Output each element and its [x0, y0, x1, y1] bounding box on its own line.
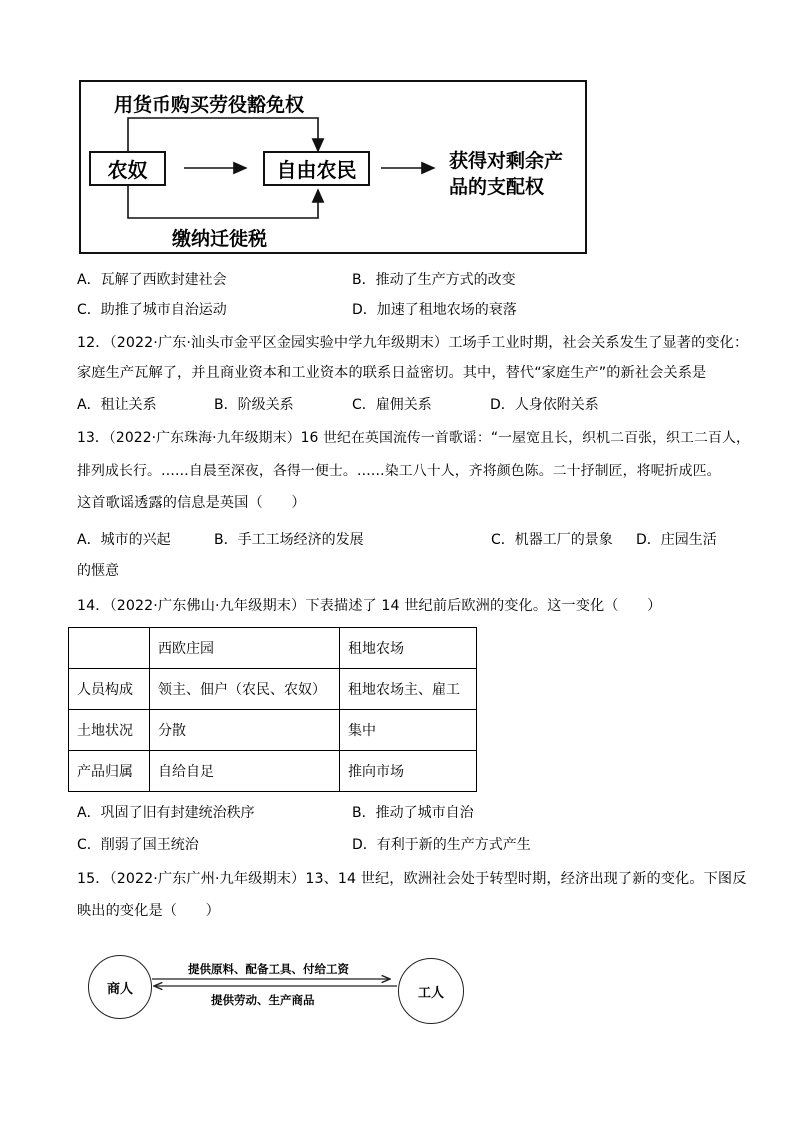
- q14-stem: 14．（2022·广东佛山·九年级期末）下表描述了 14 世纪前后欧洲的变化。这一变化（ ）: [77, 598, 662, 614]
- q11-option-c[interactable]: C．助推了城市自治运动: [77, 302, 227, 318]
- q15-stem-line2: 映出的变化是（ ）: [77, 903, 220, 919]
- merchant-circle: [88, 955, 152, 1019]
- q12-option-b[interactable]: B．阶级关系: [214, 397, 294, 413]
- q12-stem-line2: 家庭生产瓦解了，并且商业资本和工业资本的联系日益密切。其中，替代“家庭生产”的新社会关系是: [77, 365, 707, 381]
- table-cell: 推向市场: [340, 751, 477, 792]
- q11-option-b[interactable]: B．推动了生产方式的改变: [352, 272, 516, 288]
- q13-option-d-wrap: 的惬意: [77, 563, 119, 579]
- merchant-worker-diagram: [88, 952, 468, 1032]
- result-text-line1: 获得对剩余产: [449, 150, 564, 172]
- worker-circle: [398, 958, 464, 1024]
- table-cell: 产品归属: [69, 751, 150, 792]
- q11-option-d[interactable]: D．加速了租地农场的衰落: [352, 302, 517, 318]
- worker-label: 工人: [417, 985, 444, 1001]
- q12-option-c[interactable]: C．雇佣关系: [352, 397, 432, 413]
- bottom-arrow-label: 缴纳迁徙税: [172, 228, 268, 250]
- table-cell: 西欧庄园: [150, 628, 340, 669]
- table-header-row: [69, 628, 477, 669]
- q14-option-c[interactable]: C．削弱了国王统治: [77, 837, 199, 853]
- table-cell: 分散: [150, 710, 340, 751]
- q13-option-b[interactable]: B．手工工场经济的发展: [214, 532, 364, 548]
- table-cell: 人员构成: [69, 669, 150, 710]
- q13-stem-line3: 这首歌谣透露的信息是英国（ ）: [77, 495, 306, 511]
- merchant-label: 商人: [106, 981, 133, 997]
- table-cell: 租地农场主、雇工: [340, 669, 477, 710]
- table-cell: [69, 628, 150, 669]
- result-text-line2: 品的支配权: [449, 176, 545, 198]
- table-cell: 土地状况: [69, 710, 150, 751]
- q14-option-b[interactable]: B．推动了城市自治: [352, 805, 474, 821]
- q13-option-a[interactable]: A．城市的兴起: [77, 532, 171, 548]
- q12-option-d[interactable]: D．人身依附关系: [490, 397, 599, 413]
- top-arrow-label: 用货币购买劳役豁免权: [114, 94, 305, 116]
- table-row: [69, 669, 477, 710]
- q13-stem-line2: 排列成长行。……自晨至深夜，各得一便士。……染工八十人，齐将颜色陈。二十抒制匠，将呢折成匹。: [77, 463, 721, 479]
- table-cell: 自给自足: [150, 751, 340, 792]
- table-cell: 领主、佃户（农民、农奴）: [150, 669, 340, 710]
- bottom-arrow-label: 提供劳动、生产商品: [211, 993, 315, 1007]
- serf-box: [89, 151, 166, 186]
- table-row: [69, 751, 477, 792]
- q15-stem-line1: 15．（2022·广东广州·九年级期末）13、14 世纪，欧洲社会处于转型时期，经济出现了新的变化。下图反: [77, 871, 747, 887]
- serf-label: 农奴: [107, 158, 148, 182]
- q13-stem-line1: 13．（2022·广东珠海·九年级期末）16 世纪在英国流传一首歌谣：“一屋宽且长，织机二百张，织工二百人，: [77, 430, 751, 446]
- q14-option-a[interactable]: A．巩固了旧有封建统治秩序: [77, 805, 255, 821]
- q12-option-a[interactable]: A．租让关系: [77, 397, 157, 413]
- table-cell: 租地农场: [340, 628, 477, 669]
- q12-stem-line1: 12．（2022·广东·汕头市金平区金园实验中学九年级期末）工场手工业时期，社会关系发生了显著的变化：: [77, 335, 749, 351]
- comparison-table: [68, 627, 477, 792]
- q13-option-c[interactable]: C．机器工厂的景象: [491, 532, 613, 548]
- table-row: [69, 710, 477, 751]
- free-peasant-label: 自由农民: [276, 158, 357, 182]
- table-cell: 集中: [340, 710, 477, 751]
- q14-option-d[interactable]: D．有利于新的生产方式产生: [352, 837, 531, 853]
- top-arrow-label: 提供原料、配备工具、付给工资: [188, 962, 349, 976]
- q11-option-a[interactable]: A．瓦解了西欧封建社会: [77, 272, 227, 288]
- serf-freedom-diagram: [79, 80, 587, 254]
- free-peasant-box: [263, 151, 370, 186]
- q13-option-d[interactable]: D．庄园生活: [636, 532, 717, 548]
